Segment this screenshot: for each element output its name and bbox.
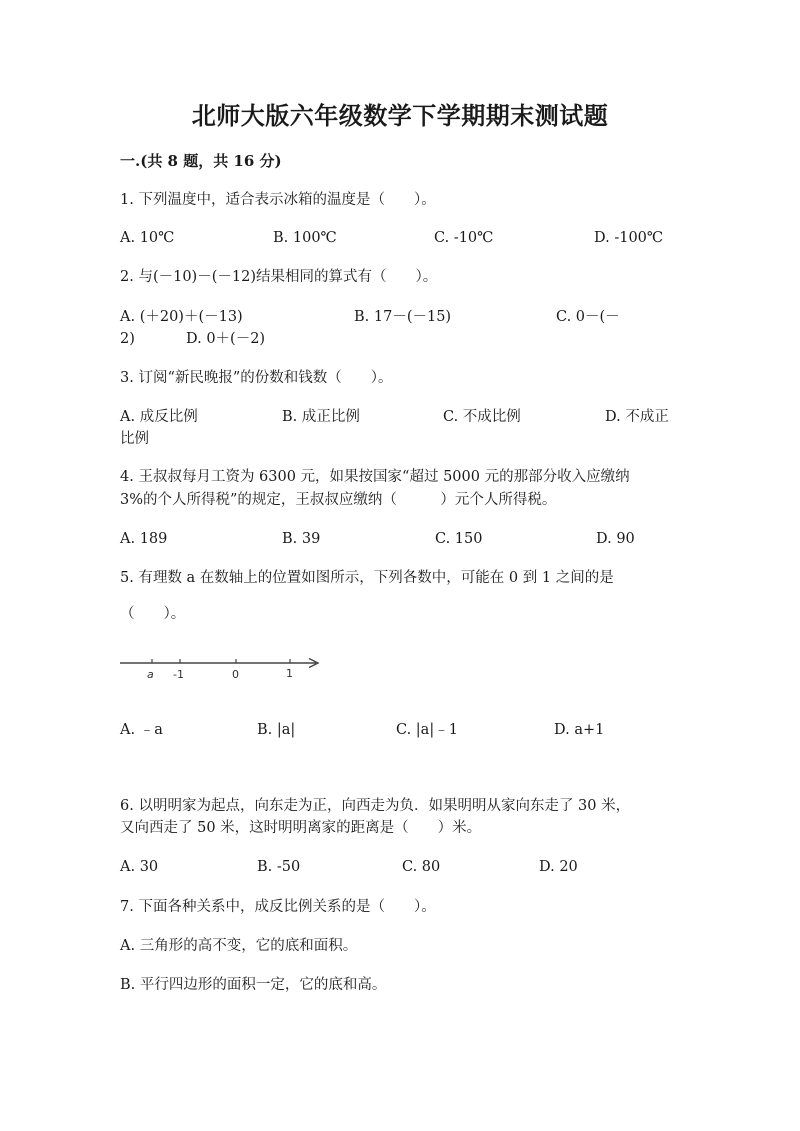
question-2-option-b: B. 17－(－15) (354, 309, 452, 325)
page-title: 北师大版六年级数学下学期期末测试题 (191, 101, 609, 130)
question-6-option-d: D. 20 (539, 859, 578, 875)
question-6-option-a: A. 30 (120, 859, 159, 875)
number-line-label-neg1: -1 (173, 668, 184, 681)
question-5-stem-line-1: 5. 有理数 a 在数轴上的位置如图所示，下列各数中，可能在 0 到 1 之间的是 (120, 570, 614, 586)
question-3-option-d-cont: 比例 (120, 431, 149, 447)
question-2-option-d: D. 0＋(－2) (186, 331, 266, 347)
question-4-stem-line-1: 4. 王叔叔每月工资为 6300 元，如果按国家“超过 5000 元的那部分收入应缴纳 (120, 469, 630, 485)
question-3-option-d: D. 不成正 (605, 409, 669, 425)
question-3-option-c: C. 不成比例 (443, 409, 521, 425)
number-line-label-1: 1 (286, 667, 293, 680)
question-5-option-b: B. |a| (257, 722, 296, 738)
question-4-option-d: D. 90 (596, 531, 635, 547)
question-3-option-a: A. 成反比例 (120, 409, 198, 425)
question-5-option-d: D. a+1 (554, 722, 605, 738)
section-heading: 一.(共 8 题，共 16 分) (120, 152, 282, 170)
question-2-option-c: C. 0－(－ (556, 309, 620, 325)
question-1-option-a: A. 10℃ (120, 230, 175, 246)
question-6-stem-line-2: 又向西走了 50 米，这时明明离家的距离是（ ）米。 (120, 820, 482, 836)
question-7-option-a: A. 三角形的高不变，它的底和面积。 (120, 938, 358, 954)
question-2-stem: 2. 与(－10)－(－12)结果相同的算式有（ ）。 (120, 269, 438, 285)
question-5-option-c: C. |a|﹣1 (396, 722, 458, 738)
question-4-option-a: A. 189 (120, 531, 168, 547)
number-line-label-0: 0 (232, 668, 239, 681)
question-2-option-a: A. (＋20)＋(－13) (120, 309, 243, 325)
question-7-option-b: B. 平行四边形的面积一定，它的底和高。 (120, 977, 387, 993)
number-line-label-a: a (147, 668, 154, 681)
question-4-stem-line-2: 3%的个人所得税”的规定，王叔叔应缴纳（ ）元个人所得税。 (120, 492, 557, 508)
question-5-stem-line-2: （ ）。 (120, 606, 186, 622)
question-4-option-c: C. 150 (435, 531, 483, 547)
question-7-stem: 7. 下面各种关系中，成反比例关系的是（ ）。 (120, 899, 436, 915)
number-line-figure (118, 650, 328, 684)
question-4-option-b: B. 39 (282, 531, 321, 547)
question-1-option-c: C. -10℃ (434, 230, 494, 246)
question-3-stem: 3. 订阅“新民晚报”的份数和钱数（ ）。 (120, 370, 393, 386)
question-1-stem: 1. 下列温度中，适合表示冰箱的温度是（ ）。 (120, 192, 436, 208)
question-3-option-b: B. 成正比例 (282, 409, 360, 425)
question-1-option-b: B. 100℃ (273, 230, 337, 246)
question-5-option-a: A. ﹣a (120, 722, 163, 738)
question-6-stem-line-1: 6. 以明明家为起点，向东走为正，向西走为负．如果明明从家向东走了 30 米， (120, 798, 631, 814)
question-6-option-b: B. -50 (257, 859, 301, 875)
question-2-option-c-cont: 2) (120, 331, 135, 347)
question-1-option-d: D. -100℃ (594, 230, 664, 246)
question-6-option-c: C. 80 (402, 859, 441, 875)
